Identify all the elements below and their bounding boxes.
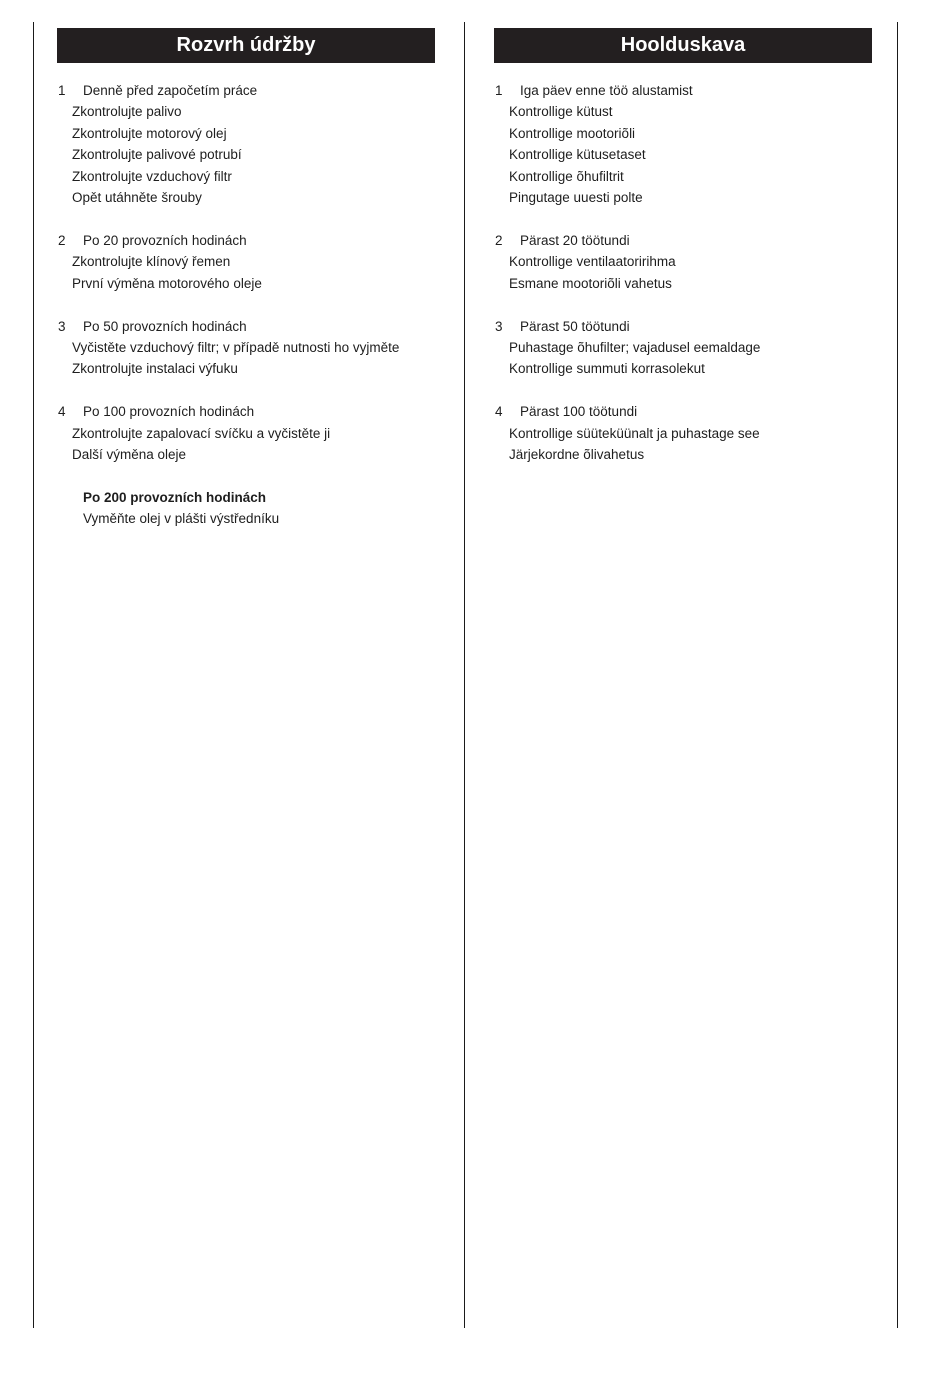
section-heading-bold: Po 200 provozních hodinách — [83, 489, 267, 505]
center-divider-rule — [464, 22, 465, 1328]
list-item: První výměna motorového oleje — [72, 275, 262, 291]
czech-title: Rozvrh údržby — [57, 28, 435, 63]
list-item: Zkontrolujte motorový olej — [72, 125, 227, 141]
list-item: Kontrollige summuti korrasolekut — [509, 361, 705, 377]
list-item: Zkontrolujte palivové potrubí — [72, 147, 242, 163]
list-item: Zkontrolujte palivo — [72, 104, 182, 120]
section-heading-text: Po 50 provozních hodinách — [83, 318, 247, 334]
list-item: Zkontrolujte klínový řemen — [72, 254, 231, 270]
list-item: Kontrollige ventilaatoririhma — [509, 254, 676, 270]
list-item: Esmane mootoriõli vahetus — [509, 275, 672, 291]
estonian-title: Hoolduskava — [494, 28, 872, 63]
right-border-rule — [897, 22, 898, 1328]
section-heading-text: Iga päev enne töö alustamist — [520, 83, 693, 98]
section-heading-text: Po 20 provozních hodinách — [83, 232, 247, 248]
list-item: Järjekordne õlivahetus — [509, 446, 645, 462]
estonian-column — [494, 28, 872, 487]
estonian-section-2 — [494, 230, 872, 294]
czech-section-4 — [57, 401, 435, 465]
list-item: Kontrollige mootoriõli — [509, 125, 636, 141]
section-heading-text: Pärast 100 töötundi — [520, 404, 638, 420]
section-heading — [494, 230, 872, 251]
czech-section-3 — [57, 316, 435, 380]
section-number: 3 — [495, 318, 503, 334]
estonian-sections — [494, 80, 872, 465]
section-heading — [494, 401, 872, 422]
section-heading-text: Po 100 provozních hodinách — [83, 404, 255, 420]
czech-column — [57, 28, 435, 551]
section-heading — [494, 80, 872, 101]
czech-sections — [57, 80, 435, 530]
list-item: Zkontrolujte instalaci výfuku — [72, 361, 238, 377]
section-heading — [494, 316, 872, 337]
estonian-section-1 — [494, 80, 872, 208]
list-item: Vyměňte olej v plášti výstředníku — [83, 511, 280, 527]
list-item: Kontrollige süüteküünalt ja puhastage see — [509, 425, 760, 441]
section-heading — [57, 401, 435, 422]
czech-section-2 — [57, 230, 435, 294]
section-number: 3 — [58, 318, 66, 334]
section-number: 2 — [495, 232, 503, 248]
list-item: Zkontrolujte zapalovací svíčku a vyčistěte ji — [72, 425, 331, 441]
section-heading — [57, 316, 435, 337]
section-number: 2 — [58, 232, 66, 248]
estonian-section-3 — [494, 316, 872, 380]
section-number: 4 — [495, 404, 503, 420]
list-item: Opět utáhněte šrouby — [72, 189, 202, 205]
list-item: Vyčistěte vzduchový filtr; v případě nutnosti ho vyjměte — [72, 339, 400, 355]
list-item: Pingutage uuesti polte — [509, 189, 643, 205]
czech-section-1 — [57, 80, 435, 208]
list-item: Kontrollige kütust — [509, 104, 613, 120]
section-heading-text: Denně před započetím práce — [83, 83, 258, 98]
list-item: Další výměna oleje — [72, 446, 187, 462]
section-number: 4 — [58, 404, 66, 420]
list-item: Puhastage õhufilter; vajadusel eemaldage — [509, 339, 761, 355]
section-heading-text: Pärast 20 töötundi — [520, 232, 630, 248]
section-heading — [57, 80, 435, 101]
section-number: 1 — [495, 83, 503, 98]
czech-section-extra — [57, 487, 435, 530]
section-heading-text: Pärast 50 töötundi — [520, 318, 630, 334]
section-number: 1 — [58, 83, 66, 98]
list-item: Kontrollige õhufiltrit — [509, 168, 624, 184]
section-heading — [57, 230, 435, 251]
left-border-rule — [33, 22, 34, 1328]
list-item: Kontrollige kütusetaset — [509, 147, 646, 163]
list-item: Zkontrolujte vzduchový filtr — [72, 168, 232, 184]
estonian-section-4 — [494, 401, 872, 465]
